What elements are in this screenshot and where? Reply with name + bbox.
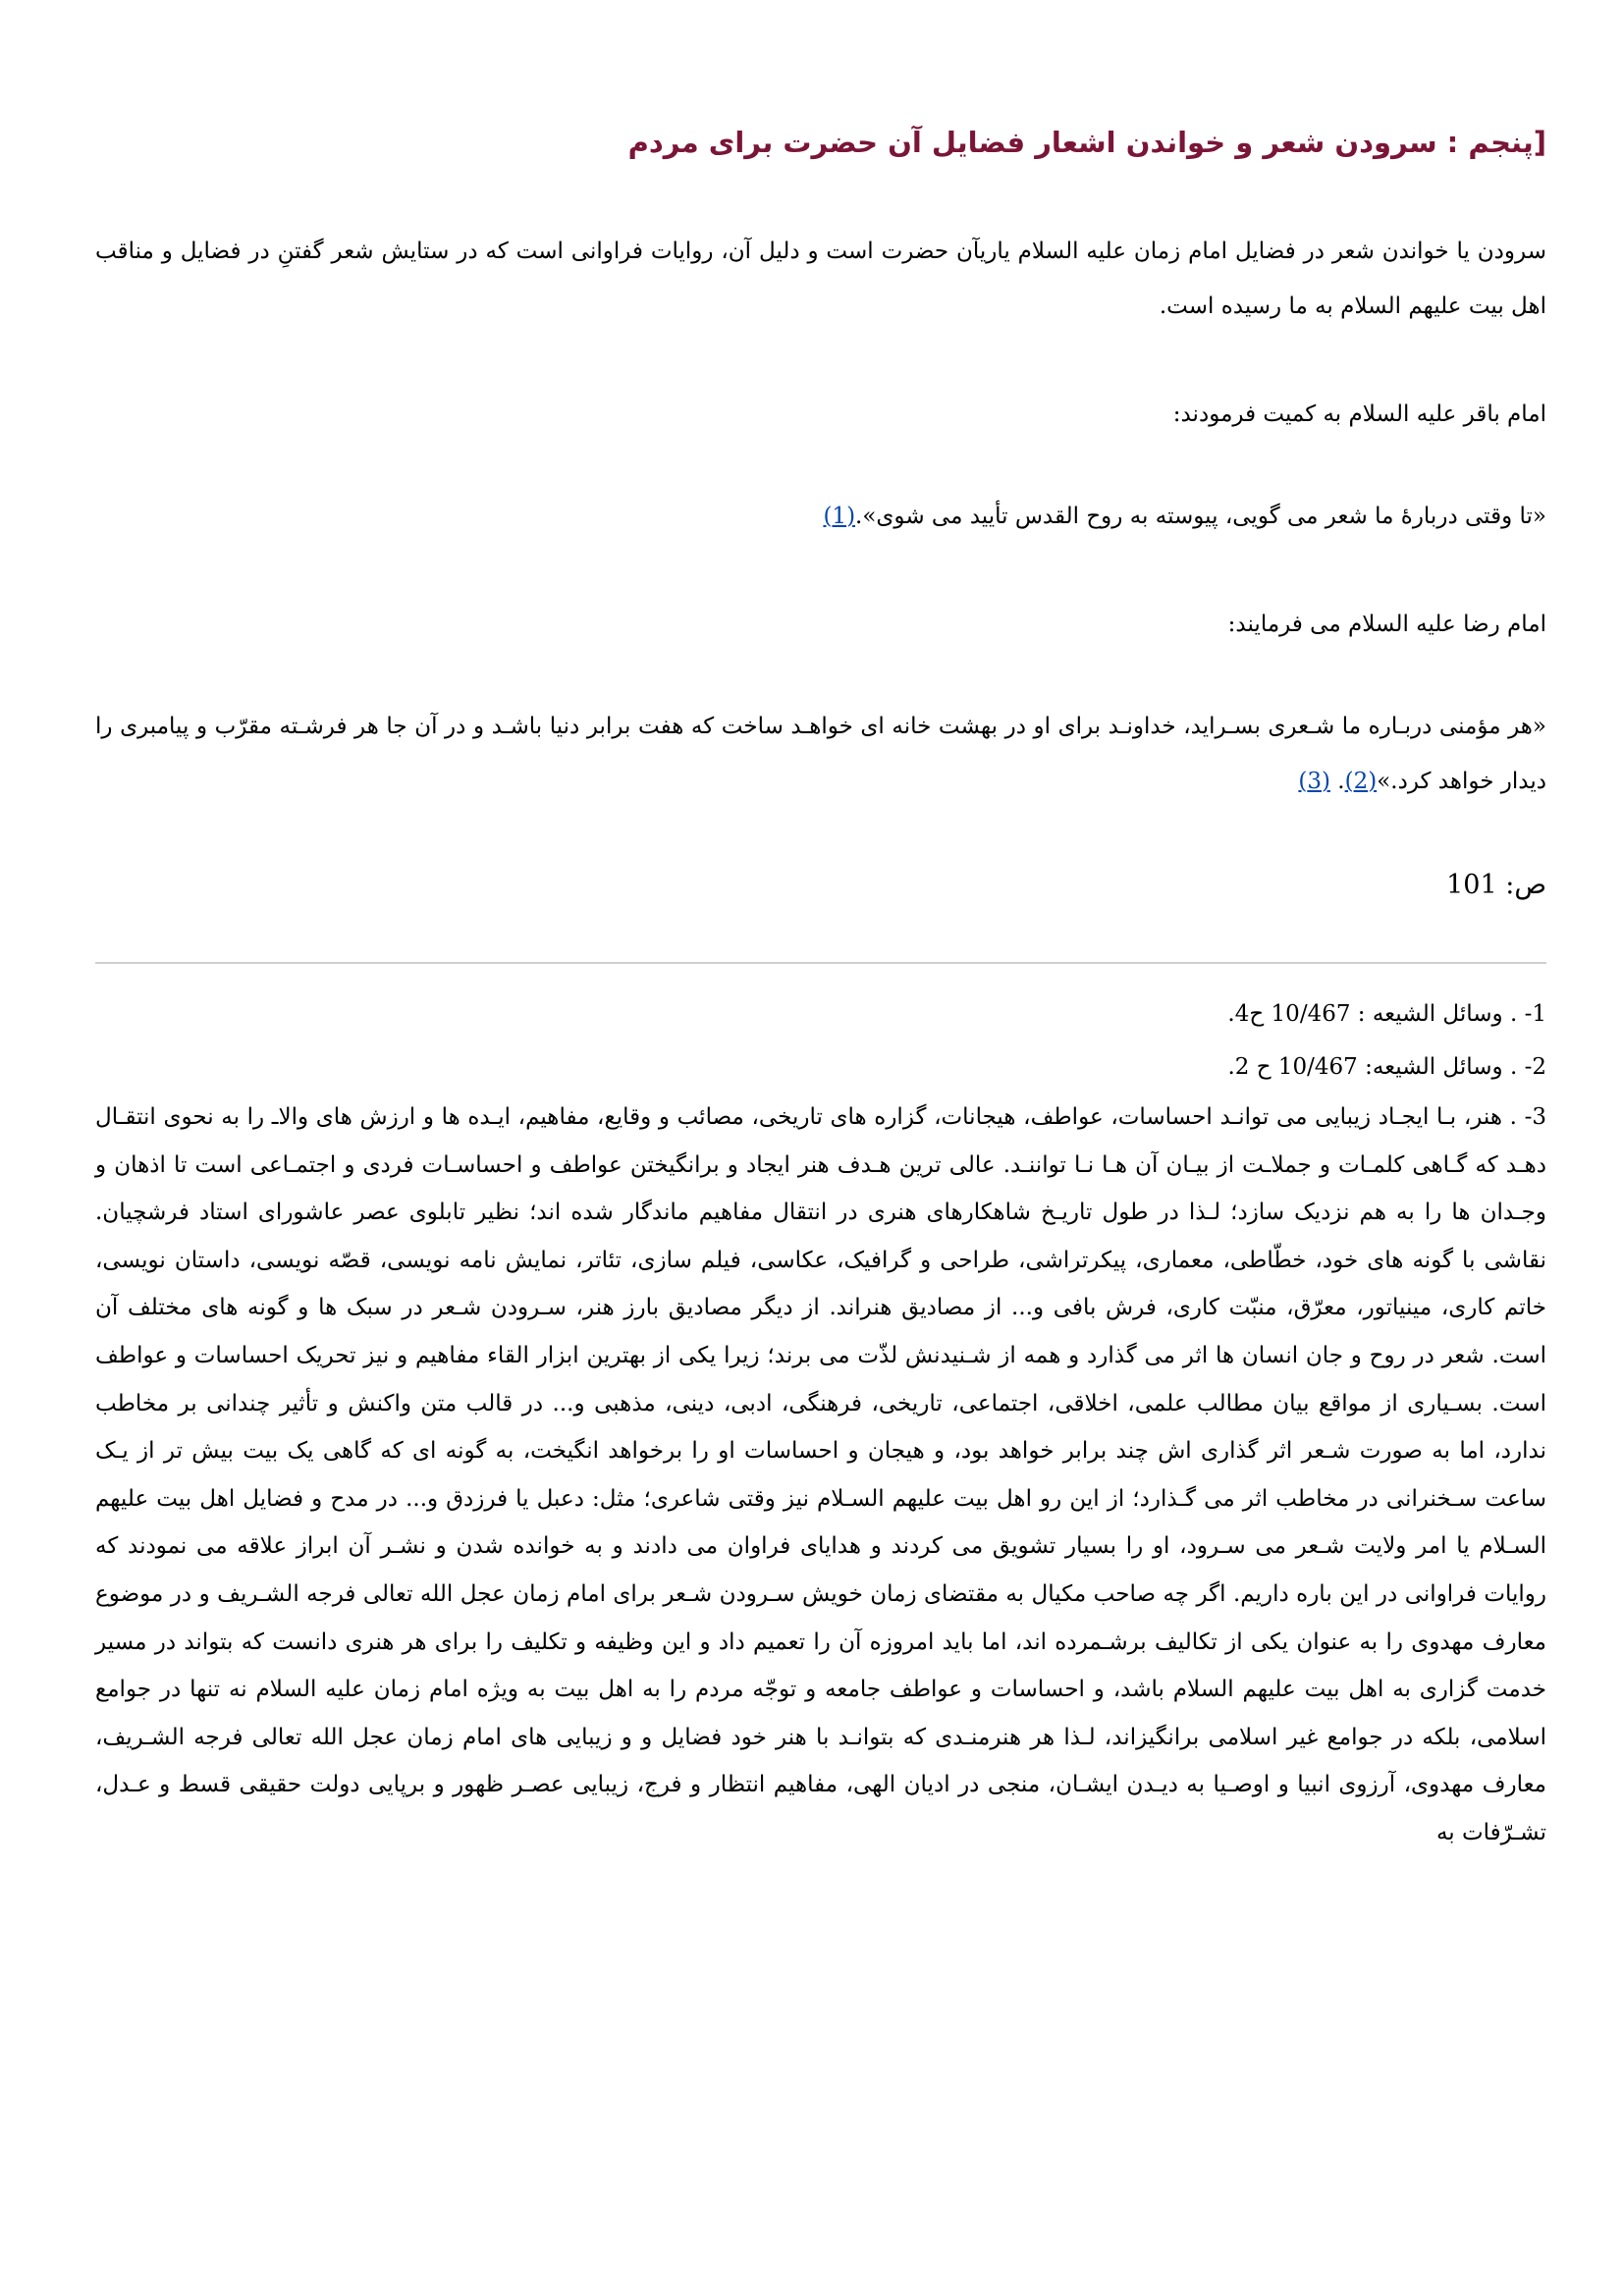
footnote-ref-2-link[interactable]: (2) xyxy=(1344,769,1378,794)
footnote-2: 2- . وسائل الشیعه: 10/467 ح 2. xyxy=(1227,1054,1546,1080)
intro-paragraph: سرودن یا خواندن شعر در فضایل امام زمان علیه السلام یاریآن حضرت است و دلیل آن، روایات فراوانی است که در ستایش شعر گفتنِ در فضایل و مناقب اهل بیت علیهم السلام به ما رسیده است. xyxy=(95,239,1546,319)
ref-separator: . xyxy=(1329,769,1345,794)
footnote-ref-1-link[interactable]: (1) xyxy=(823,504,856,529)
imam-reza-label: امام رضا علیه السلام می فرمایند: xyxy=(1227,612,1546,637)
section-heading: [پنجم : سرودن شعر و خواندن اشعار فضایل آن حضرت برای مردم xyxy=(627,126,1546,159)
imam-baqir-quote-text: «تا وقتی دربارهٔ ما شعر می گویی، پیوسته به روح القدس تأیید می شوی». xyxy=(855,504,1546,529)
document-page xyxy=(95,0,1546,2296)
footnote-3: 3- . هنر، بـا ایجـاد زیبایی می توانـد احساسات، عواطف، هیجانات، گزاره های تاریخی، مصائب و وقایع، مفاهیم، ایـده ها و ارزش های والاـ را به نحوی انتقـال دهـد که گـاهی کلمـات و جملاـت از بیـان آن هـا نـا تواننـد. عالی ترین هـدف هنر ایجاد و برانگیختن عواطف و احساسـات فردی و اجتمـاعی است تا اذهان و وجـدان ها را به هم نزدیک سازد؛ لـذا در طول تاریـخ شاهکارهای هنری در انتقال مفاهیم ماندگار شده اند؛ نظیر تابلوی عصر عاشورای استاد فرشچیان. نقاشی با گونه های خود، خطّاطی، معماری، پیکرتراشی، طراحی و گرافیک، عکاسی، فیلم سازی، تئاتر، نمایش نامه نویسی، قصّه نویسی، داستان نویسی، خاتم کاری، مینیاتور، معرّق، منبّت کاری، فرش بافی و... از مصادیق هنراند. از دیگر مصادیق بارز هنر، سـرودن شـعر در سبک ها و گونه های مختلف آن است. شعر در روح و جان انسان ها اثر می گذارد و همه از شـنیدنش لذّت می برند؛ زیرا یکی از بهترین ابزار القاء مفاهیم و نیز تحریک احساسات و عواطف است. بسـیاری از مواقع بیان مطالب علمی، اخلاقی، اجتماعی، تاریخی، فرهنگی، ادبی، دینی، مذهبی و... در قالب متن واکنش و تأثیر چندانی بر مخاطب ندارد، اما به صورت شـعر اثر گذاری اش چند برابر خواهد بود، و هیجان و احساسات او را برخواهد انگیخت، به گونه ای که گاهی یک بیت بیش تر از یـک ساعت سـخنرانی در مخاطب اثر می گـذارد؛ از این رو اهل بیت علیهم السـلام نیز وقتی شاعری؛ مثل: دعبل یا فرزدق و... در مدح و فضایل اهل بیت علیهم السـلام یا امر ولایت شـعر می سـرود، او را بسیار تشویق می کردند و هدایای فراوان می دادند و به خوانده شدن و نشـر آن ابراز علاقه می نمودند که روایات فراوانی در این باره داریم. اگر چه صاحب مکیال به مقتضای زمان خویش سـرودن شـعر برای امام زمان عجل الله تعالی فرجه الشـریف و در موضوع معارف مهدوی را به عنوان یکی از تکالیف برشـمرده اند، اما باید امروزه آن را تعمیم داد و این وظیفه و تکلیف را برای هر هنری دانست که بتواند در مسیر خدمت گزاری به اهل بیت علیهم السلام باشد، و احساسات و عواطف جامعه و توجّه مردم را به اهل بیت به ویژه امام زمان علیه السلام نه تنها در جوامع اسلامی، بلکه در جوامع غیر اسلامی برانگیزاند، لـذا هر هنرمنـدی که بتوانـد با هنر خود فضایل و و زیبایی های امام زمان عجل الله تعالی فرجه الشـریف، معارف مهدوی، آرزوی انبیا و اوصـیا به دیـدن ایشـان، منجی در ادیان الهی، مفاهیم انتظار و فرج، زیبایی عصـر ظهور و برپایی دولت حقیقی قسط و عـدل، تشـرّفات به xyxy=(95,1104,1546,1845)
footnote-1: 1- . وسائل الشیعه : 10/467 ح4. xyxy=(1227,1001,1546,1027)
imam-baqir-quote xyxy=(95,489,1546,544)
imam-reza-quote xyxy=(95,699,1546,809)
footnotes-section xyxy=(95,988,1546,1857)
footnote-ref-3-link[interactable]: (3) xyxy=(1298,769,1330,794)
footnote-divider xyxy=(95,962,1546,964)
page-number: ص: 101 xyxy=(1446,870,1546,900)
imam-reza-quote-text: «هر مؤمنی دربـاره ما شـعری بسـراید، خداونـد برای او در بهشت خانه ای خواهـد ساخت که هفت برابر دنیا باشـد و در آن جا هر فرشـته مقرّب و پیامبری را دیدار خواهد کرد.» xyxy=(95,714,1546,794)
imam-baqir-label: امام باقر علیه السلام به کمیت فرمودند: xyxy=(1172,401,1546,427)
